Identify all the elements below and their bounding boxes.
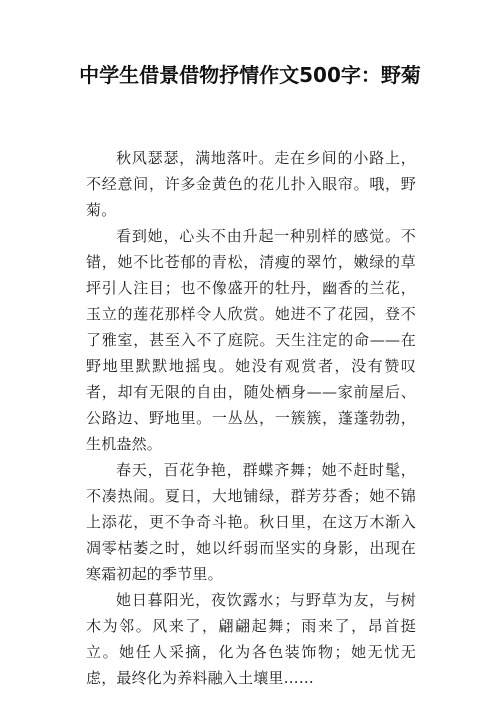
document-body bbox=[86, 145, 416, 691]
paragraph-1: 秋风瑟瑟，满地落叶。走在乡间的小路上，不经意间，许多金黄色的花儿扑入眼帘。哦，野菊。 bbox=[86, 149, 416, 219]
document-title: 中学生借景借物抒情作文500字：野菊 bbox=[79, 63, 421, 87]
paragraph-4: 她日暮阳光，夜饮露水；与野草为友，与树木为邻。风来了，翩翩起舞；雨来了，昂首挺立。她任人采摘，化为各色装饰物；她无忧无虑，最终化为养料融入土壤里…… bbox=[86, 591, 416, 687]
paragraph-2: 看到她，心头不由升起一种别样的感觉。不错，她不比苍郁的青松，清瘦的翠竹，嫩绿的草坪引人注目；也不像盛开的牡丹，幽香的兰花，玉立的莲花那样令人欣赏。她进不了花园，登不了雅室，甚至入不了庭院。天生注定的命——在野地里默默地摇曳。她没有观赏者，没有赞叹者，却有无限的自由，随处栖身——家前屋后、公路边、野地里。一丛丛，一簇簇，蓬蓬勃勃，生机盎然。 bbox=[86, 227, 416, 453]
paragraph-3: 春天，百花争艳，群蝶齐舞；她不赶时髦，不凑热闹。夏日，大地铺绿，群芳芬香；她不锦上添花，更不争奇斗艳。秋日里，在这万木渐入凋零枯萎之时，她以纤弱而坚实的身影，出现在寒霜初起的季节里。 bbox=[86, 461, 416, 583]
